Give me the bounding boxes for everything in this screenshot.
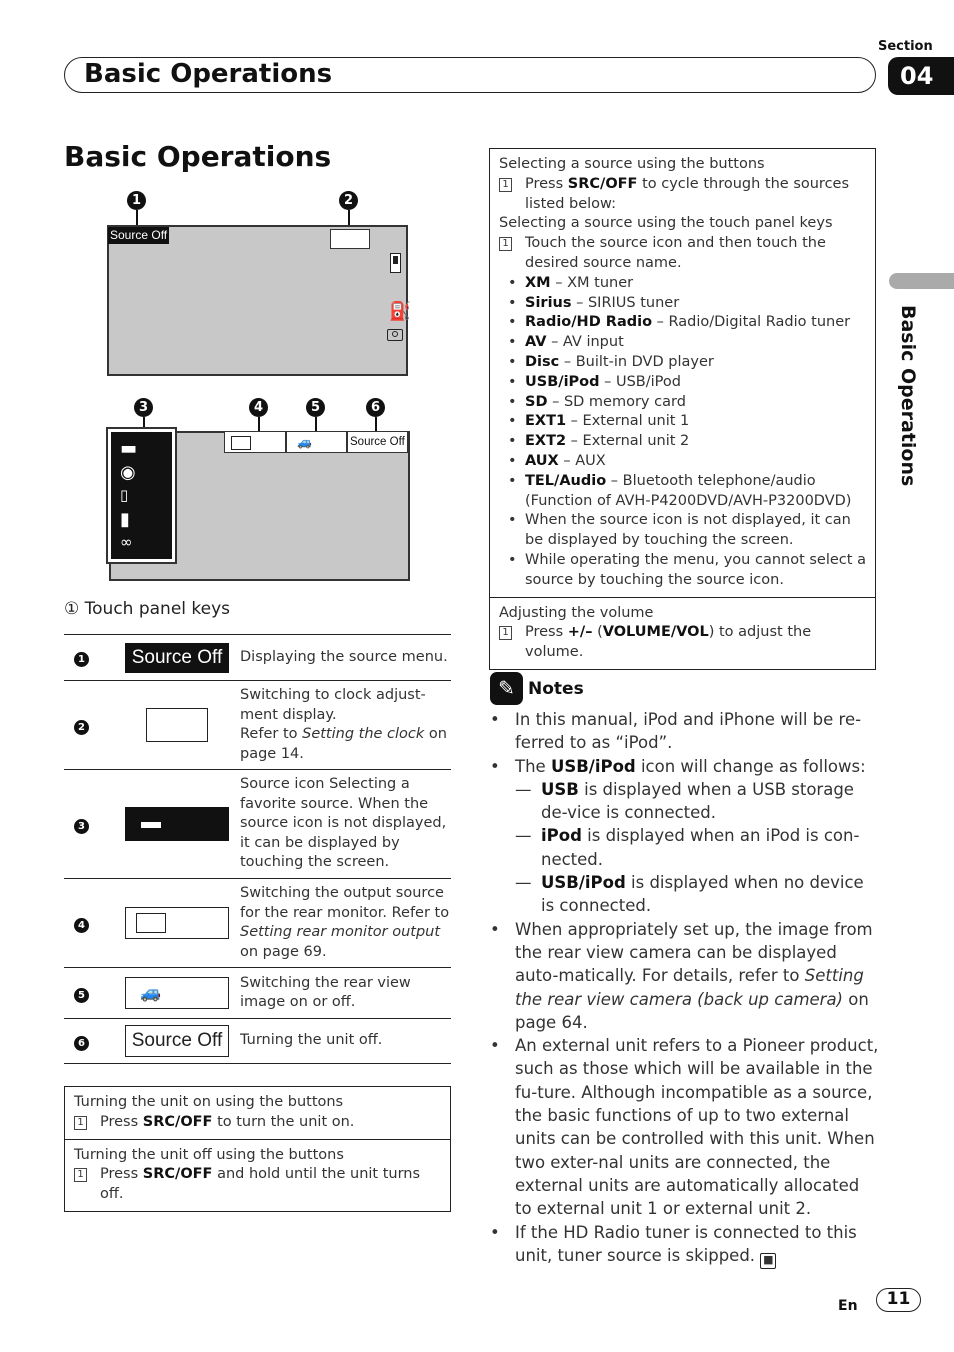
row-number: 6: [74, 1036, 89, 1051]
camera-icon: [387, 329, 403, 341]
power-off-section: Turning the unit off using the buttons 1 Press SRC/OFF and hold until the unit turns off.: [65, 1139, 450, 1211]
row-description: Switching to clock adjust- ment display. Refer to Setting the clock on page 14.: [240, 687, 447, 762]
list-item: • EXT1 – External unit 1: [508, 413, 690, 430]
table-row: [64, 878, 451, 967]
page-title: Basic Operations: [64, 140, 332, 173]
list-item: • If the HD Radio tuner is connected to this unit, tuner source is skipped. ■: [490, 1221, 880, 1269]
source-icon-panel: [106, 427, 177, 564]
disc-icon[interactable]: ◉: [120, 462, 136, 483]
callout-5: 5: [306, 398, 325, 417]
list-item: • TEL/Audio – Bluetooth telephone/audio (Function of AVH-P4200DVD/AVH-P3200DVD): [508, 472, 852, 509]
row-description: Switching the rear view image on or off.: [240, 974, 411, 1010]
source-off-key-2[interactable]: Source Off: [347, 431, 408, 453]
volume-section: Adjusting the volume 1 Press +/– (VOLUME/VOL) to adjust the volume.: [490, 597, 875, 669]
row-description: Switching the output source for the rear monitor. Refer to Setting rear monitor output on page 69.: [240, 885, 450, 960]
source-icon-key-sample: ▬: [125, 807, 229, 841]
table-row: [64, 769, 451, 878]
source-off-key-sample: Source Off: [125, 643, 229, 673]
list-item: • In this manual, iPod and iPhone will be re-ferred to as “iPod”.: [490, 710, 862, 753]
ipod-icon[interactable]: ▯: [120, 486, 129, 504]
clock-key[interactable]: [330, 229, 370, 249]
list-item: • AV – AV input: [508, 334, 624, 351]
header-title: Basic Operations: [84, 59, 333, 89]
rear-view-key-sample: 🚙: [125, 977, 229, 1009]
callout-2: 2: [339, 191, 358, 210]
list-item: • EXT2 – External unit 2: [508, 433, 690, 450]
list-item: • USB/iPod – USB/iPod: [508, 373, 681, 390]
row-number: 4: [74, 918, 89, 933]
sub-list-item: — USB/iPod is displayed when no device is connected.: [515, 873, 864, 916]
rear-monitor-key[interactable]: [224, 431, 286, 453]
section-number-badge: 04: [888, 57, 954, 95]
table-row: [64, 634, 451, 680]
clock-key-sample: [146, 708, 208, 742]
table-row: [64, 1018, 451, 1064]
rear-monitor-key-sample: [125, 907, 229, 939]
car-icon: 🚙: [297, 435, 312, 449]
notes-list: [490, 708, 880, 1269]
list-item: • When the source icon is not displayed, it can be displayed by touching the screen.: [508, 512, 851, 549]
end-mark-icon: ■: [760, 1253, 776, 1269]
rear-view-key[interactable]: [286, 431, 347, 453]
touch-panel-keys-label: ① Touch panel keys: [64, 599, 231, 619]
monitor-icon: [231, 436, 251, 450]
power-instructions-box: [64, 1086, 451, 1212]
language-label: En: [838, 1298, 858, 1314]
callout-1: 1: [127, 191, 146, 210]
table-row: [64, 967, 451, 1018]
callout-4: 4: [249, 398, 268, 417]
notes-heading: ✎ Notes: [490, 672, 584, 705]
touch-keys-table: [64, 634, 451, 1064]
side-tab-marker: [889, 273, 954, 289]
sub-list-item: — USB is displayed when a USB storage de-vice is connected.: [515, 779, 854, 823]
table-row: [64, 680, 451, 769]
row-description: Displaying the source menu.: [240, 648, 448, 665]
list-item: • Radio/HD Radio – Radio/Digital Radio tuner: [508, 314, 851, 331]
list-item: • When appropriately set up, the image from the rear view camera can be displayed auto-matically. For details, refer to Setting the rear view camera (back up camera) on page 64.: [490, 919, 873, 1032]
sub-list-item: — iPod is displayed when an iPod is con-nected.: [515, 826, 860, 869]
row-number: 2: [74, 720, 89, 735]
source-off-key-sample-white: Source Off: [125, 1025, 229, 1057]
pencil-icon: ✎: [490, 672, 523, 705]
page-number: 11: [876, 1288, 921, 1312]
list-item: • While operating the menu, you cannot select a source by touching the source icon.: [508, 551, 866, 588]
power-on-section: Turning the unit on using the buttons 1 Press SRC/OFF to turn the unit on.: [74, 1094, 355, 1130]
row-description: Turning the unit off.: [240, 1032, 383, 1049]
list-item: • SD – SD memory card: [508, 393, 686, 410]
callout-6: 6: [366, 398, 385, 417]
source-select-box: [489, 148, 876, 670]
list-item: • XM – XM tuner: [508, 274, 634, 291]
row-number: 5: [74, 988, 89, 1003]
ipod-icon: [390, 253, 401, 273]
callout-3: 3: [134, 398, 153, 417]
side-tab-label: Basic Operations: [897, 305, 919, 487]
row-number: 3: [74, 819, 89, 834]
sd-card-icon[interactable]: ▮: [120, 509, 130, 530]
source-select-section: Selecting a source using the buttons 1 Press SRC/OFF to cycle through the sources listed below: Selecting a source using the touch panel keys 1 Touch the source icon and then touch the desired source name. • XM – XM tuner • Sirius – SIRIUS tuner • Radio/HD Radio – Radio/Digital Radio tuner • AV – AV input • Disc – Built-in DVD player • USB/iPod – USB/iPod • SD – SD memory card • EXT1 – External unit 1 • EXT2 – External unit 2 • AUX – AUX • TEL/Audio – Bluetooth telephone/audio (Function of AVH-P4200DVD/AVH-P3200DVD) • When the source icon is not displayed, it can be displayed by touching the screen. • While operating the menu, you cannot select a source by touching the source icon.: [490, 149, 875, 597]
section-label: Section: [878, 39, 933, 54]
row-description: Source icon Selecting a favorite source. When the source icon is not displayed, it can be displayed by touching the screen.: [240, 776, 447, 871]
source-off-key[interactable]: Source Off: [110, 228, 168, 242]
tuner-icon[interactable]: ▬: [120, 438, 138, 459]
gas-pump-icon: ⛽: [389, 301, 412, 322]
list-item: • The USB/iPod icon will change as follows:: [490, 756, 866, 776]
aux-icon[interactable]: ∞: [120, 533, 133, 551]
list-item: • AUX – AUX: [508, 452, 606, 469]
row-number: 1: [74, 652, 89, 667]
list-item: • An external unit refers to a Pioneer product, such as those which will be available in the fu-ture. Although incompatible as a source, the basic functions of up to two external units can be controlled with this unit. When two exter-nal units are connected, the external units are automatically allocated to external unit 1 or external unit 2.: [490, 1036, 879, 1219]
list-item: • Disc – Built-in DVD player: [508, 353, 714, 370]
list-item: • Sirius – SIRIUS tuner: [508, 294, 680, 311]
screen-diagram-main: [107, 225, 412, 376]
